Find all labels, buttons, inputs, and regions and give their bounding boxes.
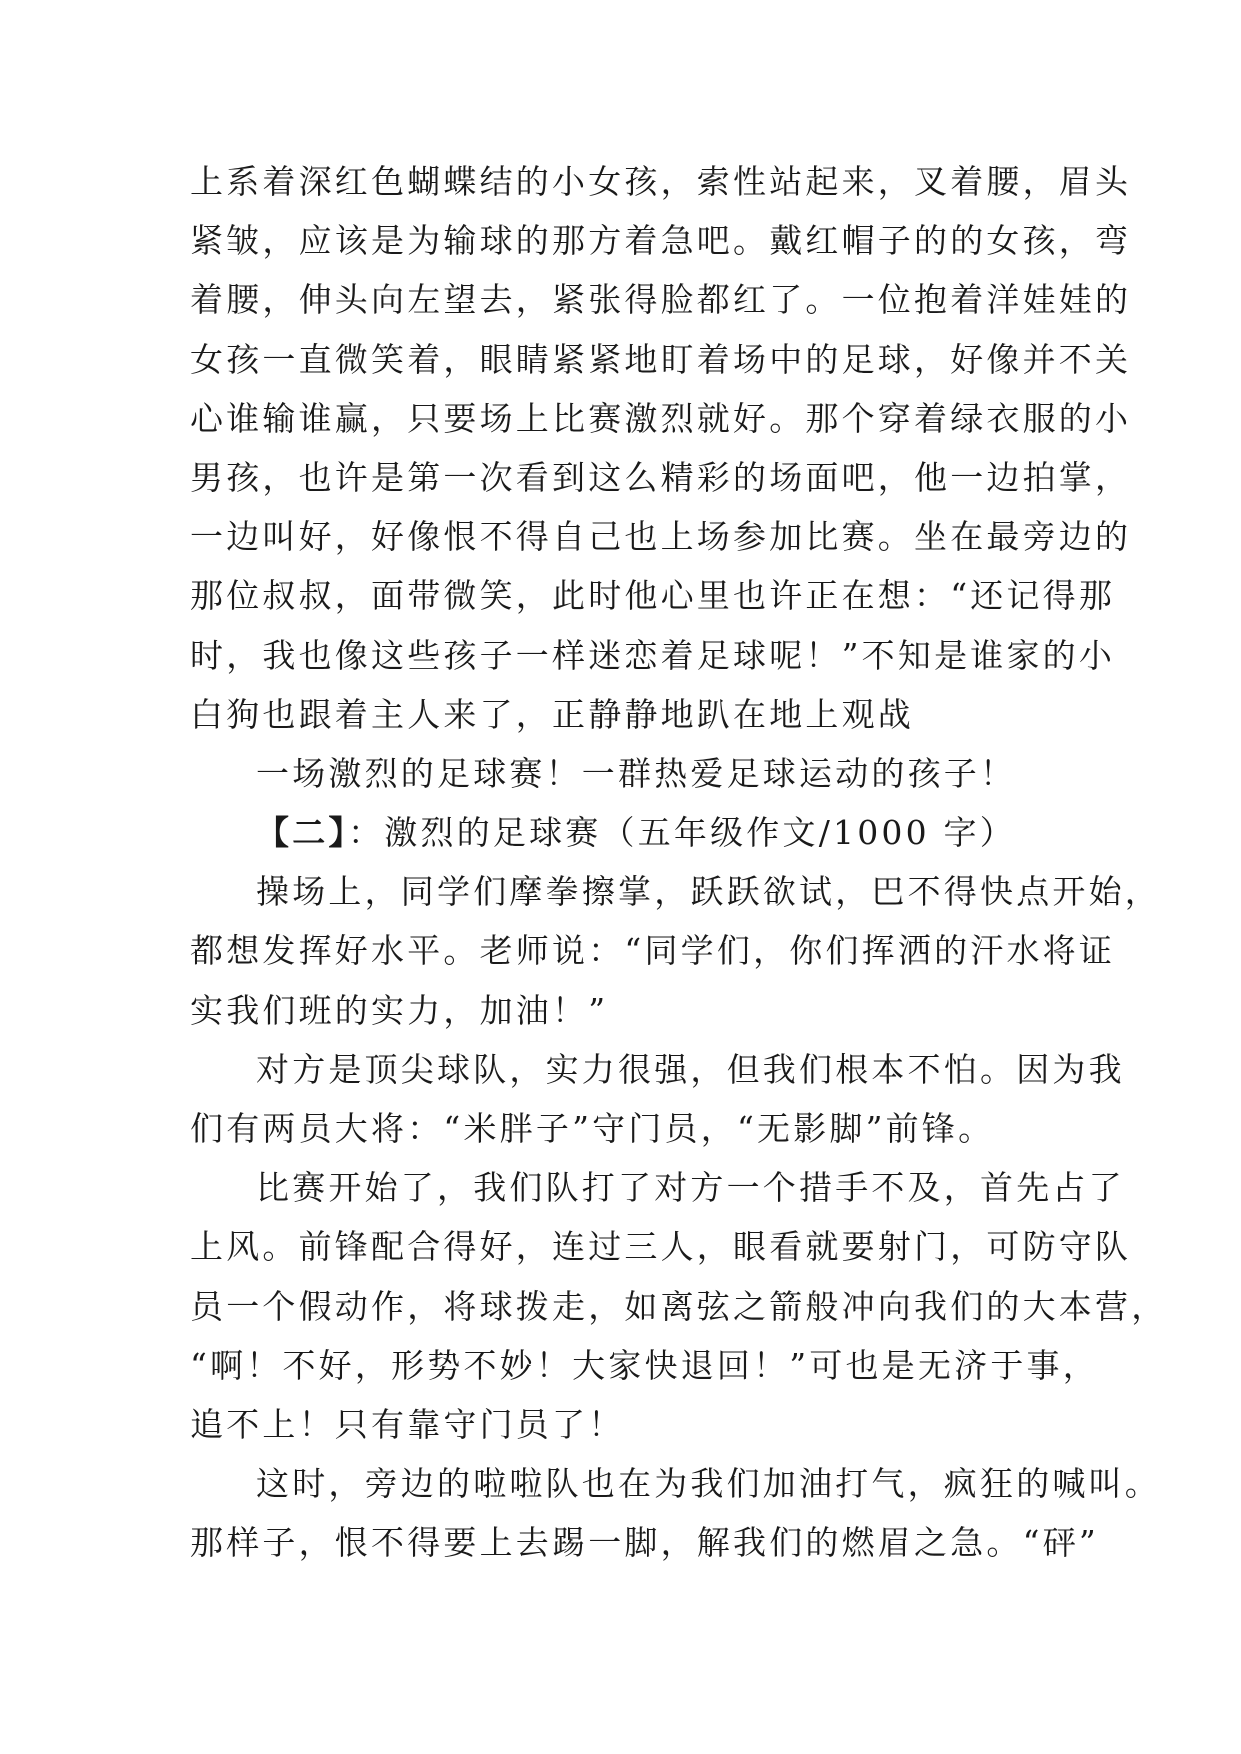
paragraph-line: 实我们班的实力，加油！”	[190, 990, 609, 1030]
text-line: 紧皱，应该是为输球的那方着急吧。戴红帽子的的女孩，弯	[190, 221, 1132, 261]
text-line: 女孩一直微笑着，眼睛紧紧地盯着场中的足球，好像并不关	[190, 339, 1132, 379]
paragraph-line: 那样子，恨不得要上去踢一脚，解我们的燃眉之急。“砰”	[190, 1523, 1099, 1563]
document-body	[190, 152, 1168, 1573]
paragraph-line: 对方是顶尖球队，实力很强，但我们根本不怕。因为我	[256, 1049, 1125, 1089]
paragraph-line: “啊！不好，形势不妙！大家快退回！”可也是无济于事，	[190, 1345, 1099, 1385]
paragraph-line: 们有两员大将：“米胖子”守门员，“无影脚”前锋。	[190, 1109, 995, 1148]
paragraph-line: 这时，旁边的啦啦队也在为我们加油打气，疯狂的喊叫。	[256, 1464, 1161, 1504]
section-heading-title: ：激烈的足球赛（五年级作文/1000 字）	[348, 813, 1016, 853]
closing-line: 一场激烈的足球赛！一群热爱足球运动的孩子！	[256, 753, 1017, 793]
paragraph-line: 追不上！只有靠守门员了！	[190, 1404, 625, 1444]
text-line: 一边叫好，好像恨不得自己也上场参加比赛。坐在最旁边的	[190, 517, 1132, 557]
text-line: 上系着深红色蝴蝶结的小女孩，索性站起来，叉着腰，眉头	[190, 162, 1132, 201]
section-heading-number: 【二】	[256, 813, 349, 853]
paragraph-line: 上风。前锋配合得好，连过三人，眼看就要射门，可防守队	[190, 1227, 1132, 1267]
text-line: 白狗也跟着主人来了，正静静地趴在地上观战	[190, 694, 914, 734]
text-line: 男孩，也许是第一次看到这么精彩的场面吧，他一边拍掌，	[190, 457, 1132, 497]
paragraph-line: 操场上，同学们摩拳擦掌，跃跃欲试，巴不得快点开始，	[256, 872, 1161, 912]
text-line: 着腰，伸头向左望去，紧张得脸都红了。一位抱着洋娃娃的	[190, 280, 1132, 320]
paragraph-line: 员一个假动作，将球拨走，如离弦之箭般冲向我们的大本营，	[190, 1286, 1168, 1326]
text-line: 心谁输谁赢，只要场上比赛激烈就好。那个穿着绿衣服的小	[190, 398, 1132, 438]
section-heading	[190, 803, 1060, 862]
paragraph-line: 都想发挥好水平。老师说：“同学们，你们挥洒的汗水将证	[190, 931, 1116, 971]
paragraph-line: 比赛开始了，我们队打了对方一个措手不及，首先占了	[256, 1168, 1125, 1208]
text-line: 时，我也像这些孩子一样迷恋着足球呢！”不知是谁家的小	[190, 635, 1116, 675]
text-line: 那位叔叔，面带微笑，此时他心里也许正在想：“还记得那	[190, 576, 1116, 616]
